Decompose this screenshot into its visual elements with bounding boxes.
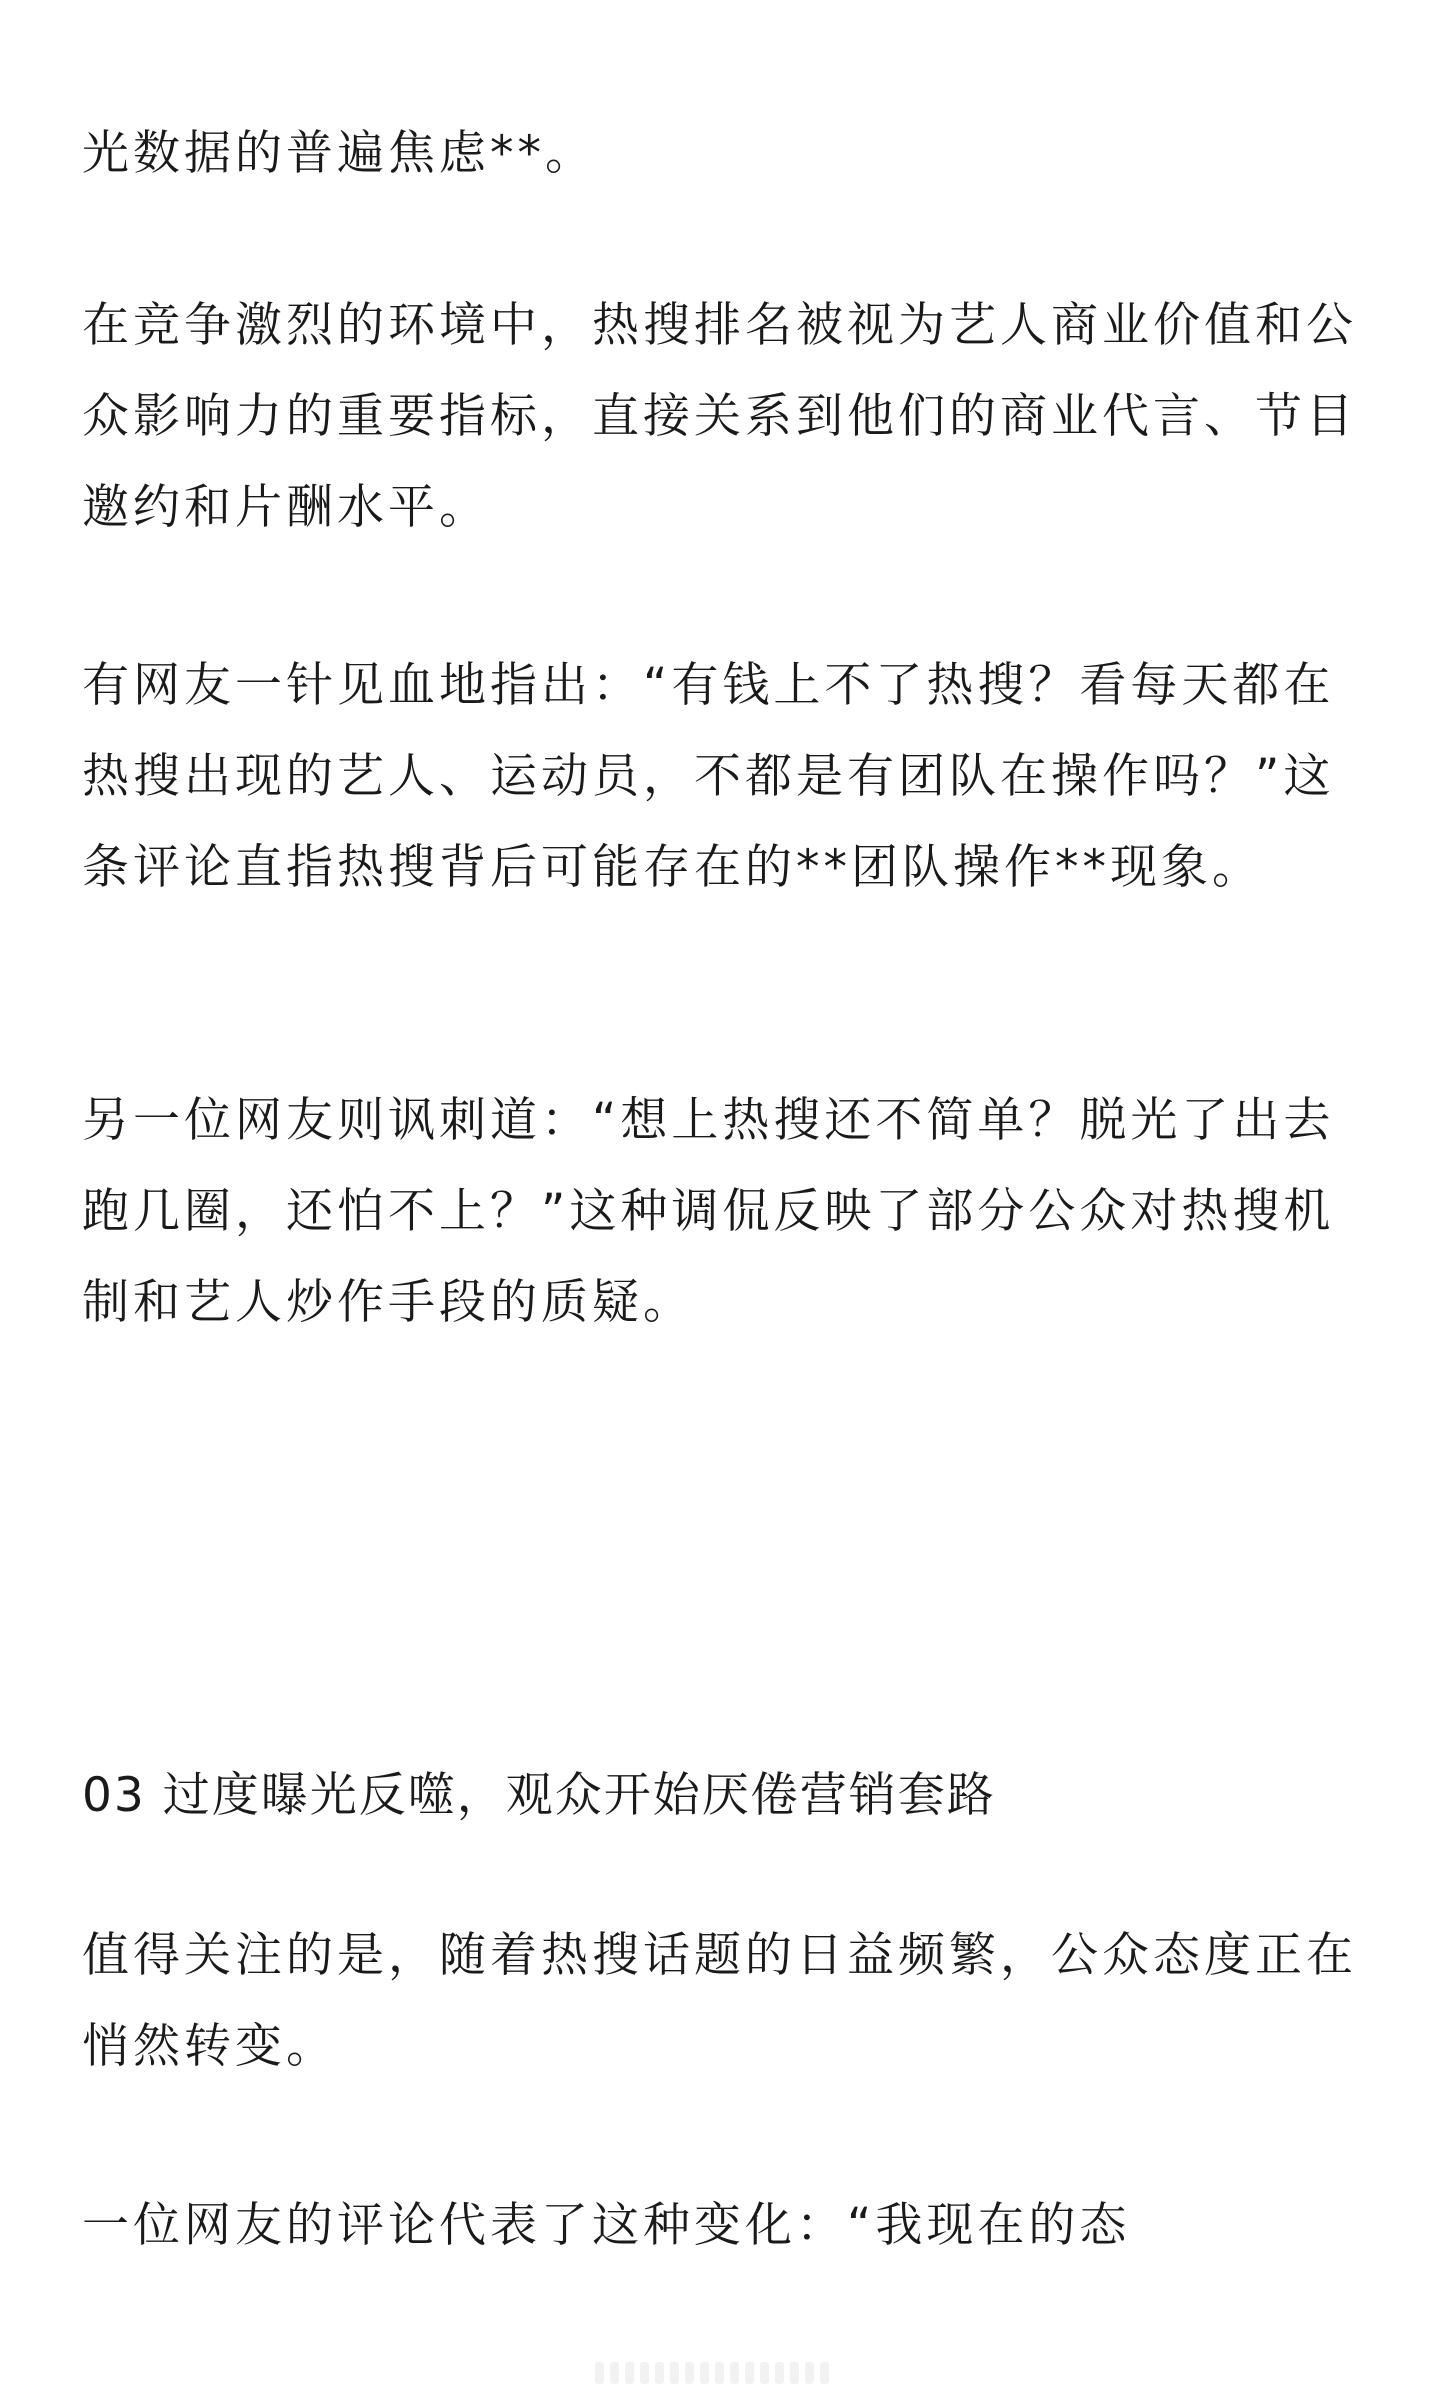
paragraph: 一位网友的评论代表了这种变化：“我现在的态 xyxy=(82,2198,1131,2253)
section-heading: 03 过度曝光反噬，观众开始厌倦营销套路 xyxy=(82,1768,996,1823)
paragraph: 有网友一针见血地指出：“有钱上不了热搜？看每天都在热搜出现的艺人、运动员，不都是有团队在操作吗？”这条评论直指热搜背后可能存在的**团队操作**现象。 xyxy=(82,658,1335,895)
paragraph: 光数据的普遍焦虑**。 xyxy=(82,126,596,181)
paragraph: 另一位网友则讽刺道：“想上热搜还不简单？脱光了出去跑几圈，还怕不上？”这种调侃反映了部分公众对热搜机制和艺人炒作手段的质疑。 xyxy=(82,1093,1335,1330)
paragraph: 值得关注的是，随着热搜话题的日益频繁，公众态度正在悄然转变。 xyxy=(82,1928,1357,2074)
watermark-barcode xyxy=(595,2362,845,2384)
paragraph: 在竞争激烈的环境中，热搜排名被视为艺人商业价值和公众影响力的重要指标，直接关系到他们的商业代言、节目邀约和片酬水平。 xyxy=(82,298,1357,535)
